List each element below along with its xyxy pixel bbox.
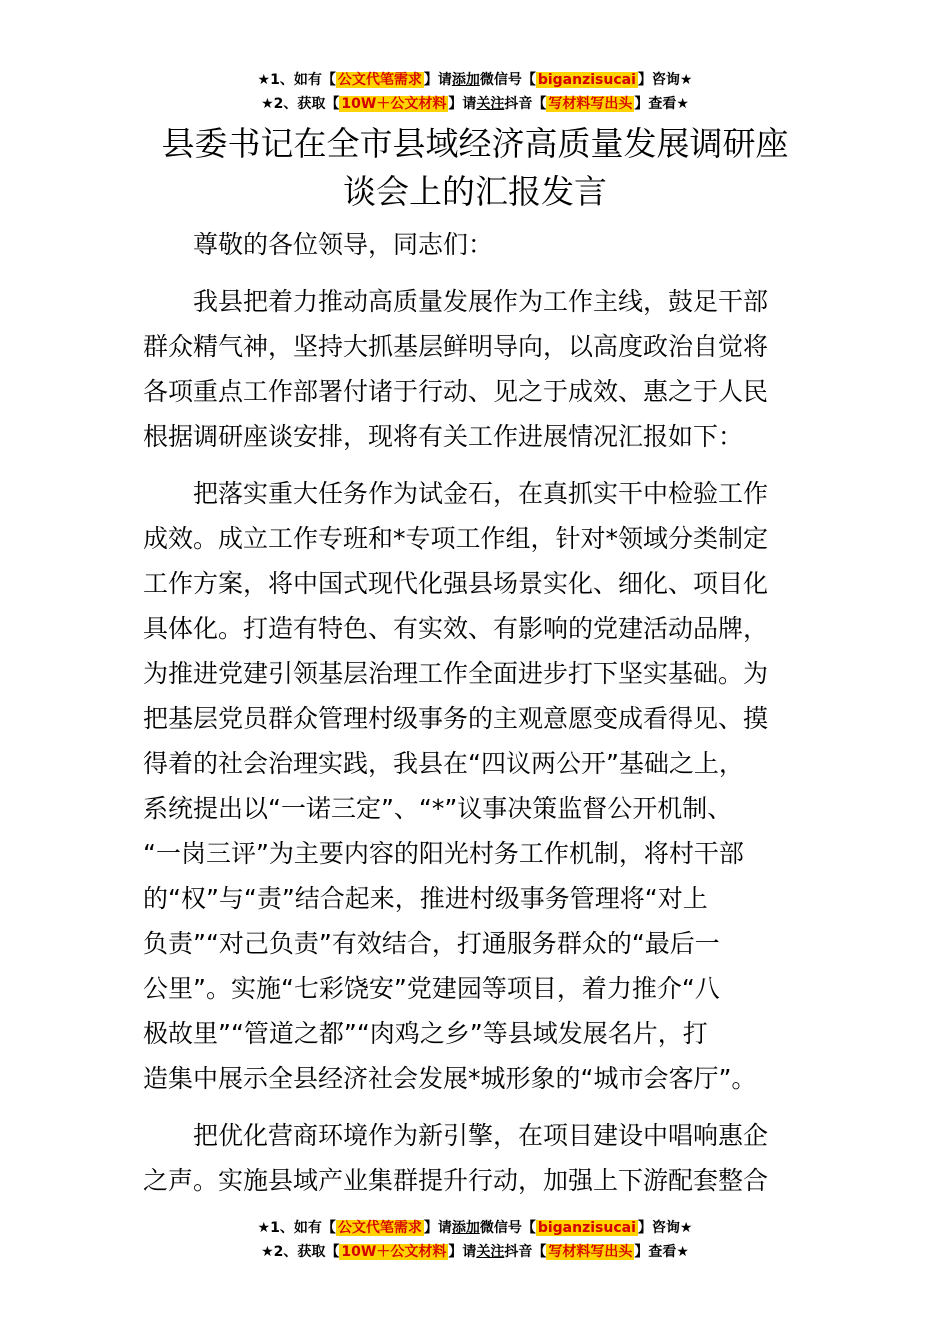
paragraph-line: 我县把着力推动高质量发展作为工作主线，鼓足干部 [193,287,769,316]
paragraph-line: 工作方案，将中国式现代化强县场景实化、细化、项目化 [143,569,769,598]
title-line: 县委书记在全市县域经济高质量发展调研座 [161,124,789,163]
banner-highlight: 公文代笔需求 [337,72,422,88]
paragraph-line: 群众精气神，坚持大抓基层鲜明导向，以高度政治自觉将 [143,332,769,361]
paragraph-line: 负责”“对己负责”有效结合，打通服务群众的“最后一 [143,929,720,958]
paragraph-line: 各项重点工作部署付诸于行动、见之于成效、惠之于人民 [143,377,769,406]
paragraph-line: 具体化。打造有特色、有实效、有影响的党建活动品牌， [143,614,769,643]
paragraph-line: 系统提出以“一诺三定”、“*”议事决策监督公开机制、 [143,794,733,823]
document-body [143,222,808,1203]
paragraph-line: 得着的社会治理实践，我县在“四议两公开”基础之上， [143,749,744,778]
paragraph-line: 极故里”“管道之都”“肉鸡之乡”等县域发展名片，打 [143,1019,708,1048]
salutation: 尊敬的各位领导，同志们： [193,230,494,259]
paragraphs [143,279,808,1203]
paragraph-line: 成效。成立工作专班和*专项工作组，针对*领域分类制定 [143,524,769,553]
paragraph-line: 为推进党建引领基层治理工作全面进步打下坚实基础。为 [143,659,769,688]
paragraph-line: 把落实重大任务作为试金石，在真抓实干中检验工作 [193,479,769,508]
paragraph-line: 把基层党员群众管理村级事务的主观意愿变成看得见、摸 [143,704,769,733]
body-paragraph [143,471,808,1101]
paragraph-line: 根据调研座谈安排，现将有关工作进展情况汇报如下： [143,422,744,451]
paragraph-line: “一岗三评”为主要内容的阳光村务工作机制，将村干部 [143,839,744,868]
banner-line-1: ★1、如有【 公文代笔需求 】请添加微信号【 biganzisucai 】咨询★ [257,1220,693,1236]
body-paragraph [143,279,808,459]
banner-highlight: 写材料写出头 [548,1244,633,1260]
salutation-paragraph [143,222,808,267]
banner-highlight: 公文代笔需求 [337,1220,422,1236]
paragraph-line: 公里”。实施“七彩饶安”党建园等项目，着力推介“八 [143,974,720,1003]
top-banner [0,68,950,116]
banner-highlight: 10W＋公文材料 [341,1244,447,1260]
paragraph-line: 把优化营商环境作为新引擎，在项目建设中唱响惠企 [193,1121,769,1150]
document-title [140,120,810,216]
title-line: 谈会上的汇报发言 [343,172,607,211]
paragraph-line: 造集中展示全县经济社会发展*城形象的“城市会客厅”。 [143,1064,757,1093]
bottom-banner [0,1216,950,1264]
banner-line-2: ★2、获取【 10W＋公文材料 】请关注抖音【 写材料写出头 】查看★ [261,96,689,112]
banner-highlight: biganzisucai [537,72,636,88]
banner-line-2: ★2、获取【 10W＋公文材料 】请关注抖音【 写材料写出头 】查看★ [261,1244,689,1260]
banner-highlight: 写材料写出头 [548,96,633,112]
banner-line-1: ★1、如有【 公文代笔需求 】请添加微信号【 biganzisucai 】咨询★ [257,72,693,88]
paragraph-line: 之声。实施县域产业集群提升行动，加强上下游配套整合 [143,1166,769,1195]
banner-highlight: 10W＋公文材料 [341,96,447,112]
paragraph-line: 的“权”与“责”结合起来，推进村级事务管理将“对上 [143,884,708,913]
body-paragraph [143,1113,808,1203]
banner-highlight: biganzisucai [537,1220,636,1236]
